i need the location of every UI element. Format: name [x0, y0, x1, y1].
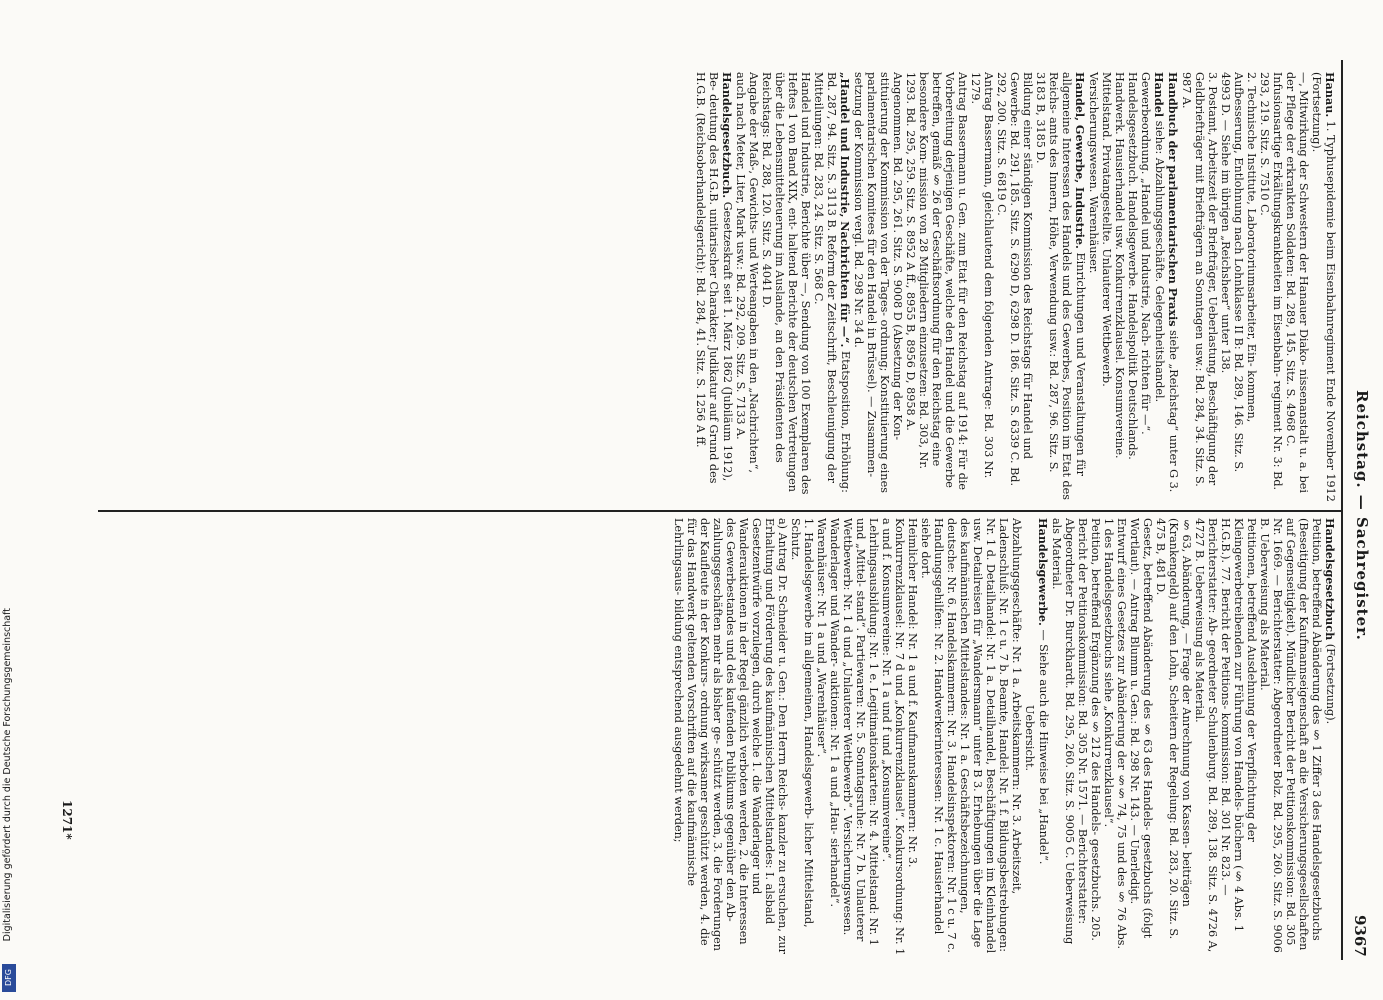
entry-heading: Handelsgewerbe.	[1036, 518, 1050, 626]
register-entry	[1023, 518, 1036, 958]
entry-text: Handel und Industrie, Berichte über —, Sendung von 100 Exemplaren des Heftes 1 von Band XIX, ent- haltend Berichte der deutschen Vertretungen über die Lebensmittelteuerung im Auslande, an den Präsidenten des Reichstags: Bd. 288, 120. Sitz. S. 4041 D.	[760, 72, 812, 495]
entry-text: (Fortsetzung).	[1324, 643, 1337, 725]
register-entry	[1087, 72, 1166, 502]
entry-text: Etatsposition, Erhöhung: Bd. 287, 94. Sitz. S. 3113 B. Reform der Zeitschrift, Beschleunigung der Mitteilungen: Bd. 283, 24. Sitz. S. 568 C.	[812, 72, 852, 493]
entry-text: Petition, betreffend Abänderung des § 1 Ziffer 3 des Handelsgesetzbuchs (Beseitigung der Kaufmannseigenschaft an die Versicherungsgesellschaften auf Gegenseitigkeit). Mündlicher Bericht der Petitionskommission: Bd. 305 Nr. 1669. — Berichterstatter: Abgeordneter Bolz. Bd. 295, 260. Sitz. S. 9006 B. Ueberweisung als Material.	[1258, 518, 1323, 953]
register-entry	[1050, 518, 1102, 958]
entry-text: 1. Typhusepidemie beim Eisenbahnregiment Ende November 1912 (Fortsetzung).	[1310, 72, 1337, 502]
entry-text: Infusionsartige Erkältungskrankheiten im Eisenbahn- regiment Nr. 3: Bd. 293, 219. Sitz. S. 7510 C.	[1258, 72, 1284, 491]
entry-text: Gesetz, betreffend Abänderung des § 63 des Handels- gesetzbuchs (folgt Wortlaut). — Antrag Blumm u. Gen.: Bd. 298 Nr. 143. — Unerledigt.	[1128, 518, 1154, 939]
register-entry	[672, 518, 789, 958]
register-entry	[852, 72, 904, 502]
register-entry	[1154, 518, 1193, 958]
entry-text: Uebersicht.	[1023, 704, 1036, 772]
entry-heading: Handel, Gewerbe, Industrie.	[1073, 72, 1087, 249]
entry-heading: Handel	[1152, 72, 1166, 118]
register-entry	[919, 518, 1023, 958]
register-entry	[694, 72, 734, 502]
register-entry	[1284, 72, 1310, 502]
register-entry	[1102, 518, 1128, 958]
register-entry	[815, 518, 919, 958]
register-entry	[1128, 518, 1154, 958]
register-entry	[1036, 518, 1050, 958]
register-entry	[904, 72, 969, 502]
column-divider	[98, 510, 1343, 512]
entry-text: 3. Postamt, Arbeitszeit der Briefträger, Ueberlastung, Beschäftigung der Geldbriefträger mit Briefträgern an Sonntagen usw.: Bd. 284, 34. Sitz. S. 987 A.	[1180, 72, 1219, 487]
entry-text: siehe: Abzahlungsgeschäfte. Gelegenheitshandel. Gewerbeordnung. „Handel und Industrie, Nach- richten für —“. Handelsgesetzbuch. Handelsgewerbe. Handelspolitik Deutschlands. Handwerk. Hausierhandel usw. Konkurrenzklausel. Konsumvereine. Mittelstand. Privatangestellte. Unlauterer Wettbewerb. Versicherungswesen. Warenhäuser.	[1087, 72, 1166, 460]
entry-text: Antrag Bassermann, gleichlautend dem folgenden Antrage: Bd. 303 Nr. 1279.	[969, 72, 995, 479]
entry-heading: „Handel und Industrie, Nachrichten für —“.	[838, 72, 852, 348]
entry-heading: Handbuch der parlamentarischen Praxis	[1166, 72, 1180, 327]
register-entry	[1219, 72, 1258, 502]
entry-text: Einrichtungen und Veranstaltungen für allgemeine Interessen des Handels und des Gewerbes, Position im Etat des Reichs- amts des Innern, Höhe, Verwendung usw.: Bd. 287, 96. Sitz. S. 3183 B, 3185 D.	[1034, 72, 1087, 501]
entry-text: § 63, Abänderung, — Frage der Anrechnung von Kassen- beiträgen (Krankengeld) auf den Lohn, Scheitern der Regelung: Bd. 283, 20. Sitz. S. 475 B, 481 D.	[1154, 518, 1193, 940]
entry-text: Gesetzeskraft seit 1. März 1862 (Jubiläum 1912), Be- deutung des H.G.B. unitarischer Charakter; Judikatur auf Grund des H.G.B. (Reichsoberhandelsgericht): Bd. 284, 41. Sitz. S. 1256 A ff.	[694, 72, 734, 484]
entry-text: Angabe der Maß-, Gewichts- und Werteangaben in den „Nachrichten“, auch nach Meter, Liter, Mark usw.: Bd. 292, 209. Sitz. S. 7133 A.	[734, 72, 760, 474]
dfg-logo: DFG	[2, 964, 16, 992]
entry-heading: Handelsgesetzbuch.	[720, 72, 734, 199]
signature-mark: 1271*	[60, 800, 74, 840]
register-entry	[995, 72, 1034, 502]
page-number: 9367	[1351, 915, 1369, 957]
entry-text: Entwurf eines Gesetzes zur Abänderung der §§ 74, 75 und des § 76 Abs. 1 des Handelsgesetzbuchs siehe „Konkurrenzklausel“.	[1102, 518, 1128, 950]
column-b	[672, 518, 1337, 958]
column-a	[694, 72, 1337, 502]
register-entry	[734, 72, 760, 502]
register-entry	[1034, 72, 1087, 502]
register-entry	[1258, 72, 1284, 502]
register-entry	[812, 72, 852, 502]
entry-text: siehe „Reichstag“ unter G 3.	[1167, 330, 1180, 493]
register-entry	[1166, 72, 1180, 502]
entry-text: 2. Technische Institute, Laboratoriumsarbeiter, Ein- kommen, Aufbesserung, Entlohnung nach Lohnklasse II B: Bd. 289, 146. Sitz. S. 4993 D. — Siehe im übrigen „Reichsheer“ unter 138.	[1219, 72, 1258, 473]
register-entry	[1310, 72, 1337, 502]
register-entry	[1258, 518, 1323, 958]
entry-text: Heimlicher Handel: Nr. 1 a und f. Kaufmannskammern: Nr. 3. Konkurrenzklausel: Nr. 7 d und „Konkurrenzklausel“. Konkursordnung: Nr. 1 a und f. Konsumvereine: Nr. 1 a und f und „Konsumvereine“. Lehrlingsausbildung: Nr. 1 e. Legitimationskarten: Nr. 4. Mittelstand: Nr. 1 und „Mittel- stand“. Partiewaren: Nr. 5. Sonntagsruhe: Nr. 7 b. Unlauterer Wettbewerb: Nr. 1 d und „Unlauterer Wettbewerb“. Versicherungswesen. Wanderlager und Wander- auktionen: Nr. 1 a und „Hau- sierhandel“. Warenhäuser: Nr. 1 a und „Warenhäuser“.	[815, 518, 919, 956]
entry-text: Petition, betreffend Ergänzung des § 212 des Handels- gesetzbuchs. 205. Bericht der Petitionskommission: Bd. 305 Nr. 1571. — Berichterstatter: Abgeordneter Dr. Burckhardt. Bd. 295, 260. Sitz. S. 9005 C. Ueberweisung als Material.	[1050, 518, 1102, 945]
page-header: Reichstag. — Sachregister.	[1353, 390, 1371, 641]
entry-text: Petitionen, betreffend Ausdehnung der Verpflichtung der Kleingewerbetreibenden zur Führung von Handels- büchern (§ 4 Abs. 1 H.G.B.). 77. Bericht der Petitions- kommission: Bd. 301 Nr. 823. — Berichterstatter: Ab- geordneter Schulenburg. Bd. 289, 138. Sitz. S. 4726 A, 4727 B. Ueberweisung als Material.	[1193, 518, 1258, 953]
entry-text: Angenommen. Bd. 295, 261. Sitz. S. 9008 D (Absetzung der Kon- stituierung der Kommission von der Tages- ordnung; Konstituierung eines parlamentarischen Komitees für den Handel in Brüssel). — Zusammen- setzung der Kommission vergl. Bd. 298 Nr. 34 d.	[852, 72, 904, 493]
register-entry	[789, 518, 815, 958]
register-entry	[1323, 518, 1337, 958]
entry-text: — Siehe auch die Hinweise bei „Handel“.	[1037, 629, 1050, 865]
entry-text: —, Mitwirkung der Schwestern der Hanauer Diako- nissenanstalt u. a. bei der Pflege der erkrankten Soldaten: Bd. 289, 145. Sitz. S. 4968 C.	[1284, 72, 1310, 493]
digitization-credit: Digitalisierung gefördert durch die Deutsche Forschungsgemeinschaft	[2, 608, 13, 942]
entry-heading: Hanau.	[1323, 72, 1337, 118]
entry-text: a) Antrag Dr. Schneider u. Gen.: Den Herrn Reichs- kanzler zu ersuchen, zur Erhaltung und Förderung des kaufmännischen Mittelstandes: I. alsbald Gesetzentwürfe vorzulegen, durch welche 1. die Wanderlager und Wanderauktionen in der Regel gänzlich verboten werden, 2. die Interessen des Gewerbestandes und des kaufenden Publikums gegenüber den Ab- zahlungsgeschäften mehr als bisher ge- schützt werden, 3. die Forderungen der Kaufleute in der Konkurs- ordnung wirksamer geschützt werden, 4. die für das Handwerk geltenden Vorschriften auf die kaufmännische Lehrlingsaus- bildung entsprechend ausgedehnt werden;	[672, 518, 789, 954]
entry-text: Bildung einer ständigen Kommission des Reichstags für Handel und Gewerbe: Bd. 291, 185. Sitz. S. 6290 D, 6298 D. 186. Sitz. S. 6339 C. Bd. 292, 200. Sitz. S. 6819 C.	[995, 72, 1034, 487]
register-entry	[969, 72, 995, 502]
register-entry	[1193, 518, 1258, 958]
entry-heading: Handelsgesetzbuch	[1323, 518, 1337, 641]
register-entry	[760, 72, 812, 502]
entry-text: Abzahlungsgeschäfte: Nr. 1 a. Arbeitskammern: Nr. 3. Arbeitszeit, Ladenschluß: Nr. 1 c u. 7 b. Beamte, Handel: Nr. 1 f. Bildungsbestrebungen: Nr. 1 d. Detailhandel: Nr. 1 a. Detailhandel, Beschäftigungen im Kleinhandel usw. Detailreisen für „Wandersmann“ unter B 3. Erhebungen über die Lage des kaufmännischen Mittelstandes: Nr. 1 a. Geschäftsbezeichnungen, deutsche: Nr. 6. Handelskammern: Nr. 3. Handelsinspektoren: Nr. 1 c u. 7 c. Handlungsgehilfen: Nr. 2. Handwerkerinteressen: Nr. 1 c. Hausierhandel siehe dort.	[919, 518, 1023, 954]
register-entry	[1180, 72, 1219, 502]
entry-text: Antrag Bassermann u. Gen. zum Etat für den Reichstag auf 1914: Für die Vorbereitung derjenigen Geschäfte, welche den Handel und die Gewerbe betreffen, gemäß § 26 der Geschäftsordnung für den Reichstag eine besondere Kom- mission von 28 Mitgliedern einzusetzen: Bd. 303, Nr. 1293. Bd. 295, 259. Sitz. S. 8952 A ff., 8955 B, 8956 D, 8958 A.	[904, 72, 969, 491]
entry-text: 1. Handelsgewerbe im allgemeinen, Handelsgewerb- licher Mittelstand, Schutz.	[789, 518, 815, 928]
